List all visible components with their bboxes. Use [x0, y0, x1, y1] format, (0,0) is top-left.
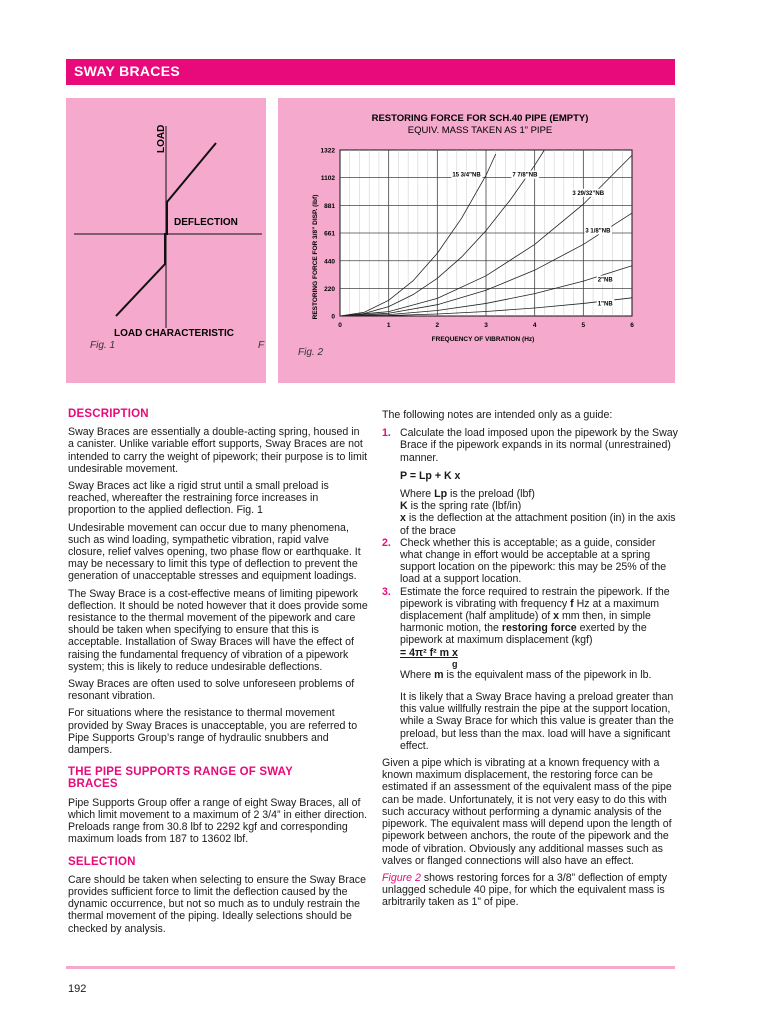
note-3 — [382, 586, 678, 752]
formula-restoring-force: = 4π² f² m x — [400, 646, 458, 659]
where1-k-desc: is the spring rate (lbf/in) — [407, 500, 522, 513]
description-paragraph-4: The Sway Brace is a cost-effective means of limiting pipework deflection. It should be noted however that it does provide some resistance to the thermal movement of the pipework and care should be taken when specifying to ensure that this is acceptable. Installation of Sway Braces will have the effect of raising the fundamental frequency of vibration of a pipework system; this is likely to reduce undesirable deflections. — [68, 587, 368, 673]
chart-y-axis-label: RESTORING FORCE FOR 3/8” DISP. (lbf) — [312, 194, 319, 320]
chart-x-tick-label: 3 — [484, 322, 488, 329]
range-heading: THE PIPE SUPPORTS RANGE OF SWAY BRACES — [68, 766, 293, 791]
where2-prefix: Where — [400, 668, 435, 681]
chart-x-tick-label: 5 — [581, 322, 586, 329]
where1-lp-desc: is the preload (lbf) — [447, 488, 535, 501]
description-heading: DESCRIPTION — [68, 408, 149, 420]
where1-prefix: Where — [400, 488, 435, 501]
chart-series-label: 1”NB — [597, 301, 613, 308]
chart-x-axis-label: FREQUENCY OF VIBRATION (Hz) — [431, 336, 535, 343]
footer-divider — [66, 966, 675, 969]
where1-lp: Lp — [434, 488, 448, 501]
fig1-panel — [66, 98, 266, 383]
description-paragraph-2: Sway Braces act like a rigid strut until a small preload is reached, whereafter the restraining force increases in proportion to the applied deflection. Fig. 1 — [68, 480, 329, 517]
chart-x-tick-label: 4 — [532, 322, 537, 329]
notes-list — [382, 427, 678, 752]
chart-y-tick-label: 661 — [324, 230, 335, 238]
selection-heading: SELECTION — [68, 855, 136, 868]
chart-series-label: 3 1/8”NB — [585, 228, 611, 235]
where1-k: K — [400, 500, 408, 513]
where-block-1 — [400, 488, 678, 537]
given-paragraph: Given a pipe which is vibrating at a known frequency with a known maximum displacement, the restoring force can be estimated if an assessment of the equivalent mass of the pipe can be made. Unfortunately, it is not very easy to do this with such accuracy without performing a dynamic analysis of the pipework. The equivalent mass will depend upon the length of pipework between anchors, the route of the pipework and the mode of vibration. Obviously any additional masses such as valves or flanged connections will also have an effect. — [382, 757, 672, 867]
restoring-force-chart — [278, 98, 675, 383]
chart-x-tick-label: 1 — [386, 322, 391, 329]
formula-denominator: g — [452, 658, 458, 669]
description-paragraph-1: Sway Braces are essentially a double-acting spring, housed in a canister. Unlike variable effort supports, Sway Braces are not intended to carry the weight of pipework; their purpose is to limit undesirable movement. — [68, 426, 368, 475]
chart-series-label: 7 7/8”NB — [512, 172, 538, 179]
chart-x-tick-label: 0 — [338, 322, 342, 329]
chart-y-tick-label: 220 — [324, 285, 335, 293]
note-3-x: x — [553, 610, 560, 623]
figure2-text: shows restoring forces for a 3/8” deflection of empty unlagged schedule 40 pipe, for which the equivalent mass is arbitrarily taken as 1” of pipe. — [382, 871, 667, 909]
note-3-text-c: mm then, in simple harmonic motion, the — [400, 610, 651, 635]
fig2-label: Fig. 2 — [298, 347, 324, 358]
fig1-caption: LOAD CHARACTERISTIC — [114, 328, 234, 339]
note-2-number: 2. — [382, 536, 391, 549]
right-column — [382, 409, 678, 914]
chart-x-tick-label: 2 — [435, 322, 440, 329]
chart-y-tick-label: 881 — [324, 202, 335, 210]
note-3-text-a: Estimate the force required to restrain the pipework. If the pipework is vibrating with frequency — [400, 585, 670, 610]
chart-y-tick-label: 1322 — [320, 147, 335, 155]
page-number: 192 — [68, 983, 87, 995]
note-3-f: f — [570, 597, 574, 610]
formula-preload: P = Lp + K x — [400, 469, 461, 482]
chart-subtitle: EQUIV. MASS TAKEN AS 1” PIPE — [407, 125, 553, 136]
description-paragraph-6: For situations where the resistance to thermal movement provided by Sway Braces is unacceptable, you are referred to Pipe Supports Group’s range of hydraulic snubbers and dampers. — [68, 707, 358, 757]
where2-m: m — [434, 668, 444, 681]
description-paragraph-3: Undesirable movement can occur due to many phenomena, such as wind loading, sympathetic vibration, rapid valve closure, relief valves opening, two phase flow or earthquake. It may be necessary to limit this type of deflection to prevent the generation of unacceptable stresses and equipment loadings. — [68, 521, 361, 583]
fig1-stray-char: F — [258, 340, 265, 351]
description-paragraph-5: Sway Braces are often used to solve unforeseen problems of resonant vibration. — [68, 678, 355, 703]
note-2 — [382, 537, 678, 586]
where2-desc: is the equivalent mass of the pipework in lb. — [443, 668, 652, 681]
note-3-number: 3. — [382, 585, 391, 598]
chart-title: RESTORING FORCE FOR SCH.40 PIPE (EMPTY) — [371, 113, 589, 124]
fig1-label: Fig. 1 — [90, 340, 116, 351]
chart-series-label: 3 29/32”NB — [572, 190, 605, 197]
figure2-reference: Figure 2 — [382, 871, 421, 884]
fig2-panel — [278, 98, 675, 383]
note-1-text: Calculate the load imposed upon the pipework by the Sway Brace if the pipework expands in its normal (unrestrained) manner. — [400, 427, 678, 464]
where-block-2 — [400, 669, 678, 681]
fig1-deflection-label: DEFLECTION — [174, 217, 238, 228]
figure2-paragraph — [382, 872, 678, 909]
notes-intro: The following notes are intended only as a guide: — [382, 409, 613, 421]
where1-x-desc: is the deflection at the attachment position (in) in the axis of the brace — [400, 512, 676, 537]
where1-x: x — [400, 512, 406, 525]
chart-series-label: 15 3/4”NB — [452, 172, 481, 179]
fig1-load-diagram — [66, 98, 266, 383]
chart-series-label: 2”NB — [597, 277, 613, 284]
left-column — [68, 408, 368, 940]
section-title: SWAY BRACES — [74, 63, 180, 79]
chart-x-tick-label: 6 — [630, 322, 634, 329]
fig1-load-label: LOAD — [156, 124, 167, 153]
section-header-bar — [66, 59, 675, 85]
chart-y-tick-label: 0 — [331, 313, 335, 321]
note-3-restoring-force: restoring force — [501, 622, 577, 635]
selection-paragraph: Care should be taken when selecting to ensure the Sway Brace provides sufficient force to limit the deflection caused by the dynamic occurrence, but not so much as to unduly restrain the thermal movement of the piping. Ideally selections should be checked by analysis. — [68, 873, 366, 935]
note-3-text-d: exerted by the pipework at maximum displacement (kgf) — [400, 622, 647, 647]
note-1 — [382, 427, 678, 537]
chart-y-tick-label: 1102 — [320, 175, 335, 183]
note-1-number: 1. — [382, 427, 391, 440]
note-3-likely-paragraph: It is likely that a Sway Brace having a preload greater than this value willfully restrain the pipe at the support location, while a Sway Brace for which this value is greater than the preload, but less than the max. load will have a significant effect. — [400, 691, 674, 752]
note-3-text-b: Hz at a maximum displacement (half amplitude) of — [400, 597, 660, 623]
note-2-text: Check whether this is acceptable; as a guide, consider what change in effort would be acceptable at a spring support location on the pipework: this may be 25% of the load at a support location. — [400, 536, 667, 586]
range-paragraph: Pipe Supports Group offer a range of eight Sway Braces, all of which limit movement to a maximum of 2 3/4” in either direction. Preloads range from 30.8 lbf to 2292 kgf and corresponding maximum loads from 187 to 13602 lbf. — [68, 796, 368, 846]
chart-y-tick-label: 440 — [324, 258, 335, 266]
